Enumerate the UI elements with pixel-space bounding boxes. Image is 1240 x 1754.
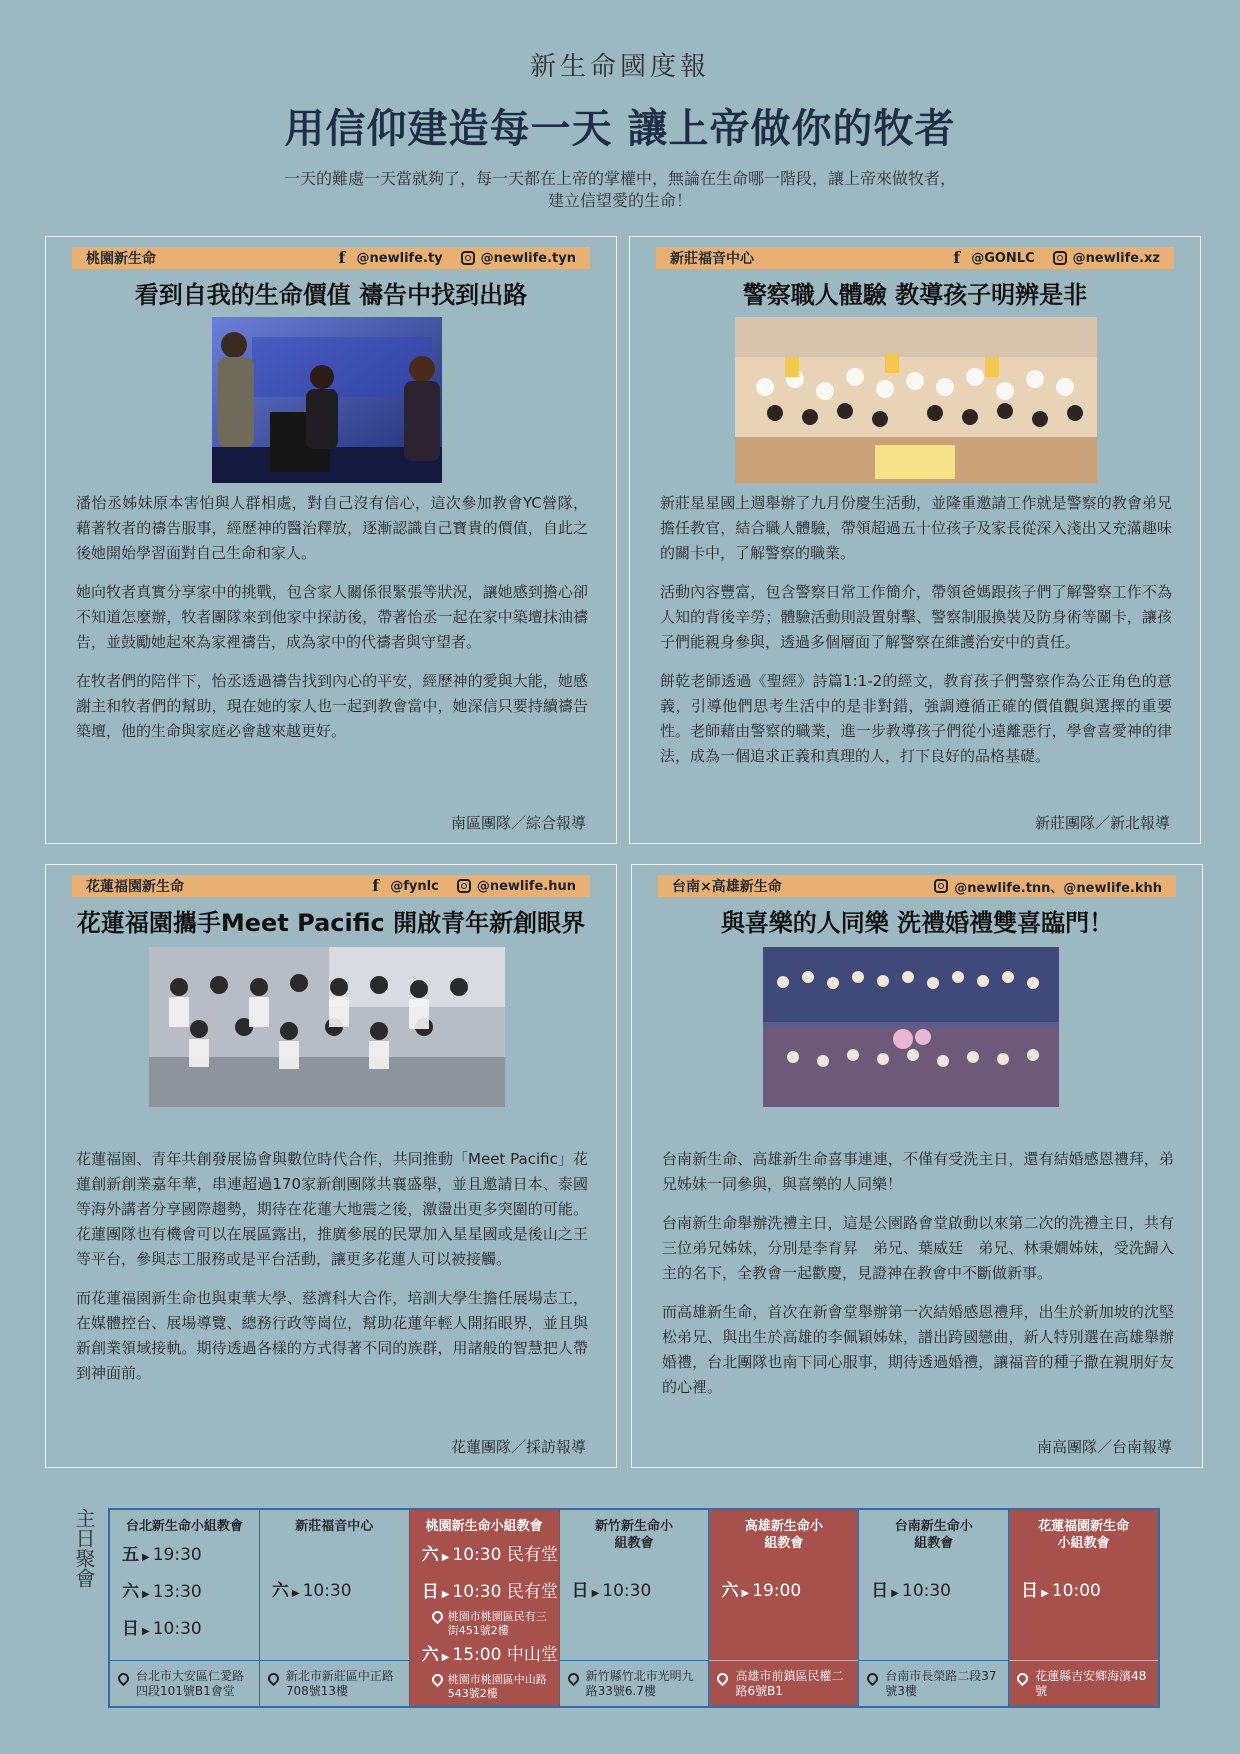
article-body: [76, 1147, 588, 1400]
byline: 南高團隊／台南報導: [1036, 1438, 1172, 1456]
service-times: [1021, 1580, 1152, 1617]
location-pin-icon: [116, 1671, 132, 1687]
social-links: [953, 250, 1160, 266]
paragraph: 花蓮福園、青年共創發展協會與數位時代合作，共同推動「Meet Pacific」花蓮創新創業嘉年華，串連超過170家新創團隊共襄盛舉，並且邀請日本、泰國等海外講者分享國際趨勢，期待在花蓮大地震之後，激盪出更多突圍的可能。花蓮團隊也有機會可以在展區露出，推廣參展的民眾加入星星國或是後山之王等平台，參與志工服務或是平台活動，讓更多花蓮人可以被接觸。: [76, 1150, 588, 1268]
paragraph: 餅乾老師透過《聖經》詩篇1:1-2的經文，教育孩子們警察作為公正角色的意義，引導他們思考生活中的是非對錯，強調遵循正確的價值觀與選擇的重要性。老師藉由警察的職業，進一步教導孩子們從小遠離惡行，學會喜愛神的律法，成為一個追求正義和真理的人，打下良好的品格基礎。: [660, 672, 1172, 765]
church-address: 高雄市前鎮區民權二路6號B1: [709, 1660, 858, 1706]
paragraph: 而高雄新生命，首次在新會堂舉辦第一次結婚感恩禮拜，出生於新加坡的沈堅松弟兄、與出生於高雄的李佩穎姊妹，譜出跨國戀曲，新人特別選在高雄舉辦婚禮，台北團隊也南下同心服事，期待透過婚禮，讓福音的種子撒在親朋好友的心裡。: [662, 1303, 1174, 1396]
location-pin-icon: [565, 1671, 581, 1687]
paragraph: 在牧者們的陪伴下，怡丞透過禱告找到內心的平安，經歷神的愛與大能，她感謝主和牧者們的幫助，現在她的家人也一起到教會當中，她深信只要持續禱告築壇，他的生命與家庭必會越來越更好。: [76, 672, 588, 740]
intro-line-2: 建立信望愛的生命！: [547, 191, 692, 210]
church-address: 花蓮縣吉安鄉海濱48號: [1009, 1660, 1158, 1706]
church-name: 高雄新生命小組教會: [744, 1519, 823, 1551]
schedule-column: [410, 1510, 560, 1706]
schedule-label-text: 主日聚會: [72, 1508, 96, 1588]
social-links: [922, 877, 1162, 896]
schedule-column: [260, 1510, 410, 1706]
schedule-table: [108, 1508, 1160, 1708]
service-times: [122, 1544, 253, 1655]
schedule-column: [560, 1510, 710, 1706]
service-times: [572, 1580, 703, 1617]
church-tag: [658, 875, 1176, 897]
location-pin-icon: [266, 1671, 282, 1687]
service-time: 日 ▶ 10:30: [871, 1581, 951, 1601]
facebook-icon: f: [338, 248, 346, 267]
church-name: 新竹新生命小組教會: [594, 1519, 673, 1551]
paragraph: 潘怡丞姊妹原本害怕與人群相處，對自己沒有信心，這次參加教會YC營隊，藉著牧者的禱告服事，經歷神的醫治釋放，逐漸認識自己寶貴的價值，自此之後她開始學習面對自己生命和家人。: [76, 494, 588, 562]
article-photo: [763, 947, 1059, 1107]
article-hualien: [45, 864, 617, 1468]
church-tag: [72, 247, 590, 269]
social-links: [372, 878, 576, 894]
photo-celebration: [763, 947, 1059, 1107]
schedule-column: [859, 1510, 1009, 1706]
byline: 南區團隊／綜合報導: [450, 814, 586, 832]
article-body: [662, 1147, 1174, 1414]
venue-address: 桃園市桃園區民有三街451號2樓: [422, 1610, 553, 1638]
service-time: 六 ▶ 19:00: [721, 1581, 802, 1601]
article-title: 看到自我的生命價值 禱告中找到出路: [134, 281, 528, 309]
masthead: [0, 46, 1240, 212]
article-body: [660, 491, 1172, 783]
article-photo: [735, 317, 1097, 483]
photo-youth-group: [149, 947, 505, 1107]
venue-address: 桃園市桃園區中山路543號2樓: [422, 1673, 553, 1701]
article-title: 警察職人體驗 教導孩子明辨是非: [742, 281, 1088, 309]
church-address: 台北市大安區仁愛路四段101號B1會堂: [110, 1660, 259, 1706]
service-time: 六 ▶ 10:30: [271, 1581, 352, 1601]
instagram-icon: [461, 251, 475, 265]
church-address: 台南市長榮路二段37號3樓: [859, 1660, 1008, 1706]
service-time: 六 ▶ 15:00 中山堂: [421, 1645, 558, 1665]
instagram-handle[interactable]: @newlife.xz: [1072, 250, 1160, 266]
church-name: 花蓮福園新生命小組教會: [1038, 1519, 1130, 1551]
instagram-handle[interactable]: @newlife.tnn、@newlife.khh: [954, 880, 1162, 896]
instagram-icon: [934, 879, 948, 893]
service-time: 五 ▶ 19:30: [122, 1545, 202, 1565]
article-photo: [212, 317, 442, 483]
article-taoyuan: [45, 236, 617, 844]
paragraph: 活動內容豐富，包含警察日常工作簡介，帶領爸媽跟孩子們了解警察工作不為人知的背後辛勞；體驗活動則設置射擊、警察制服換裝及防身術等關卡，讓孩子們能親身參與，透過多個層面了解警察在維護治安中的責任。: [660, 583, 1172, 651]
service-time: 日 ▶ 10:30: [122, 1619, 202, 1639]
church-name: 新莊福音中心: [295, 1519, 374, 1534]
service-times: [871, 1580, 1002, 1617]
facebook-handle[interactable]: @newlife.ty: [356, 250, 443, 266]
newspaper-brand: 新生命國度報: [529, 52, 710, 82]
article-title: 花蓮福園攜手Meet Pacific 開啟青年新創眼界: [76, 909, 586, 937]
facebook-handle[interactable]: @fynlc: [390, 878, 439, 894]
paragraph: 她向牧者真實分享家中的挑戰，包含家人關係很緊張等狀況，讓她感到擔心卻不知道怎麼辦，牧者團隊來到他家中探訪後，帶著怡丞一起在家中築壇抹油禱告，並鼓勵她起來為家裡禱告，成為家中的代禱者與守望者。: [76, 583, 588, 651]
photo-worship-stage: [212, 317, 442, 483]
intro-text: [0, 168, 1240, 212]
church-name: 新莊福音中心: [670, 251, 754, 267]
paragraph: 台南新生命、高雄新生命喜事連連，不僅有受洗主日，還有結婚感恩禮拜，弟兄姊妹一同參與，與喜樂的人同樂！: [662, 1150, 1174, 1193]
article-xinzhuang: [629, 236, 1201, 844]
church-name: 台南×高雄新生命: [672, 879, 782, 895]
schedule-column: [709, 1510, 859, 1706]
church-name: 台南新生命小組教會: [894, 1519, 973, 1551]
facebook-icon: f: [953, 248, 961, 267]
church-name: 桃園新生命: [86, 251, 156, 267]
instagram-icon: [1053, 251, 1067, 265]
service-times: [272, 1580, 403, 1617]
instagram-icon: [457, 879, 471, 893]
article-photo: [149, 947, 505, 1107]
location-pin-icon: [429, 1609, 445, 1625]
article-body: [76, 491, 588, 758]
service-times: [421, 1544, 558, 1707]
church-name: 台北新生命小組教會: [125, 1519, 243, 1534]
page-headline: 用信仰建造每一天 讓上帝做你的牧者: [284, 106, 956, 152]
schedule-label: [74, 1508, 94, 1588]
location-pin-icon: [1015, 1671, 1031, 1687]
schedule-column: [110, 1510, 260, 1706]
byline: 新莊團隊／新北報導: [1034, 814, 1170, 832]
paragraph: 台南新生命舉辦洗禮主日，這是公園路會堂啟動以來第二次的洗禮主日，共有三位弟兄姊妹，分別是李育昇 弟兄、葉威廷 弟兄、林秉嫺姊妹，受洗歸入主的名下，全教會一起歡慶，見證神在教會中不斷做新事。: [662, 1214, 1174, 1282]
service-time: 日 ▶ 10:30 民有堂: [421, 1582, 558, 1602]
paragraph: 而花蓮福園新生命也與東華大學、慈濟科大合作，培訓大學生擔任展場志工，在媒體控台、展場導覽、總務行政等崗位，幫助花蓮年輕人開拓眼界，並且與新創業領域接軌。期待透過各樣的方式得著不同的族群，用諸般的智慧把人帶到神面前。: [76, 1289, 588, 1382]
facebook-icon: f: [372, 876, 380, 895]
church-tag: [72, 875, 590, 897]
location-pin-icon: [429, 1672, 445, 1688]
facebook-handle[interactable]: @GONLC: [971, 250, 1035, 266]
church-address: 新北市新莊區中正路708號13樓: [260, 1660, 409, 1706]
schedule-column: [1009, 1510, 1158, 1706]
service-time: 日 ▶ 10:00: [1021, 1581, 1101, 1601]
instagram-handle[interactable]: @newlife.hun: [476, 878, 576, 894]
service-time: 日 ▶ 10:30: [571, 1581, 652, 1601]
intro-line-1: 一天的難處一天當就夠了，每一天都在上帝的掌權中，無論在生命哪一階段，讓上帝來做牧者，: [283, 169, 956, 188]
church-address: 新竹縣竹北市光明九路33號6.7樓: [560, 1660, 709, 1706]
paragraph: 新莊星星國上週舉辦了九月份慶生活動，並隆重邀請工作就是警察的教會弟兄擔任教官，結合職人體驗，帶領超過五十位孩子及家長從深入淺出又充滿趣味的關卡中，了解警察的職業。: [660, 494, 1172, 562]
service-time: 六 ▶ 10:30 民有堂: [421, 1545, 558, 1565]
article-tainan-kaohsiung: [631, 864, 1203, 1468]
instagram-handle[interactable]: @newlife.tyn: [480, 250, 576, 266]
article-title: 與喜樂的人同樂 洗禮婚禮雙喜臨門！: [720, 909, 1114, 937]
location-pin-icon: [715, 1671, 731, 1687]
service-times: [721, 1580, 852, 1617]
church-tag: [656, 247, 1174, 269]
church-name: 桃園新生命小組教會: [425, 1519, 543, 1534]
service-time: 六 ▶ 13:30: [122, 1582, 202, 1602]
byline: 花蓮團隊／採訪報導: [450, 1438, 586, 1456]
church-name: 花蓮福園新生命: [86, 879, 184, 895]
photo-group-children: [735, 317, 1097, 483]
location-pin-icon: [865, 1671, 881, 1687]
social-links: [339, 250, 576, 266]
